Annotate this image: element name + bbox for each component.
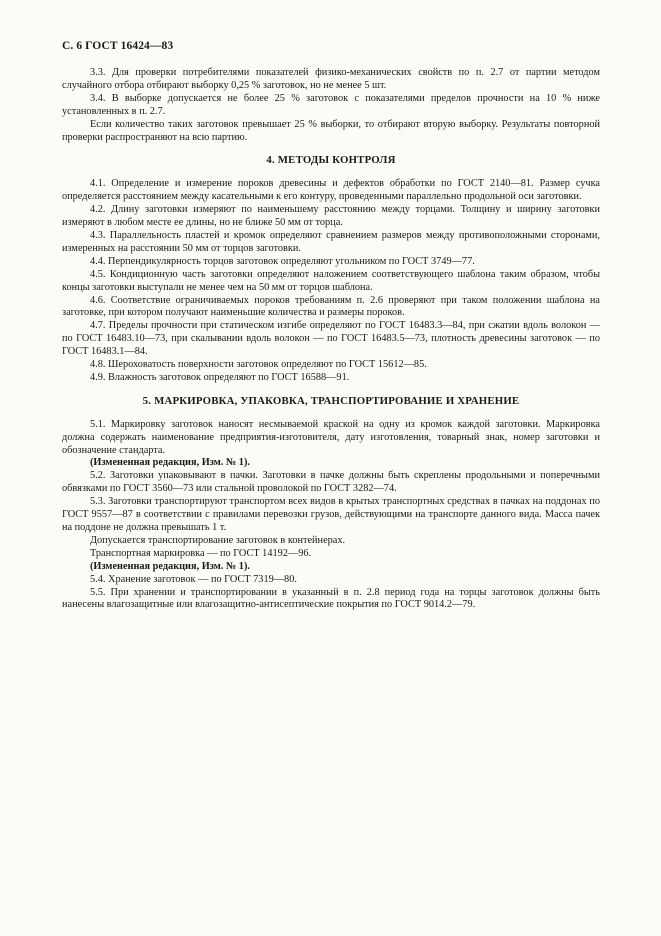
paragraph-p4-1: 4.1. Определение и измерение пороков древесины и дефектов обработки по ГОСТ 2140—81. Размер сучка определяется расстоянием между касательными к его контуру, проведенными параллельно продольной оси заготовки.	[62, 178, 600, 203]
paragraph-p4-6: 4.6. Соответствие ограничиваемых пороков требованиям п. 2.6 проверяют при таком положении шаблона на заготовке, при котором получают наименьшие количества и размеры пороков.	[62, 294, 600, 319]
paragraph-p5-3-ed: (Измененная редакция, Изм. № 1).	[90, 560, 250, 572]
paragraph-p5-5: 5.5. При хранении и транспортировании в указанный в п. 2.8 период года на торцы заготовок должны быть нанесены влагозащитные или влагозащитно-антисептические покрытия по ГОСТ 9014.2—79.	[62, 586, 600, 611]
section-4-heading: 4. МЕТОДЫ КОНТРОЛЯ	[266, 154, 396, 167]
paragraph-p4-2: 4.2. Длину заготовки измеряют по наименьшему расстоянию между торцами. Толщину и ширину заготовки измеряют в любом месте ее длины, но не ближе 50 мм от торца.	[62, 204, 600, 229]
page-header: С. 6 ГОСТ 16424—83	[62, 40, 174, 52]
paragraph-p5-4: 5.4. Хранение заготовок — по ГОСТ 7319—80.	[90, 573, 297, 585]
paragraph-p4-8: 4.8. Шероховатость поверхности заготовок определяют по ГОСТ 15612—85.	[90, 359, 427, 371]
section-5-heading: 5. МАРКИРОВКА, УПАКОВКА, ТРАНСПОРТИРОВАНИЕ И ХРАНЕНИЕ	[142, 394, 520, 407]
document-body	[62, 67, 600, 612]
paragraph-p4-5: 4.5. Кондиционную часть заготовки определяют наложением соответствующего шаблона таким образом, чтобы концы заготовки выступали не менее чем на 50 мм от торцов шаблона.	[62, 268, 600, 293]
section-5-body	[62, 419, 600, 613]
paragraph-p3-4b: Если количество таких заготовок превышает 25 % выборки, то отбирают вторую выборку. Результаты повторной проверки распространяют на всю партию.	[62, 118, 600, 143]
paragraph-p4-4: 4.4. Перпендикулярность торцов заготовок определяют угольником по ГОСТ 3749—77.	[90, 255, 475, 267]
section-4-body	[62, 178, 600, 385]
paragraph-p5-3b: Допускается транспортирование заготовок в контейнерах.	[90, 534, 346, 546]
paragraph-p5-3c: Транспортная маркировка — по ГОСТ 14192—96.	[90, 547, 312, 559]
section-3-continuation	[62, 67, 600, 144]
paragraph-p5-3: 5.3. Заготовки транспортируют транспортом всех видов в крытых транспортных средствах в пачках на поддонах по ГОСТ 9557—87 в соответствии с правилами перевозки грузов, действующими на транспорте данного вида. Масса пачек на поддоне не должна превышать 1 т.	[62, 496, 600, 533]
paragraph-p3-3: 3.3. Для проверки потребителями показателей физико-механических свойств по п. 2.7 от партии методом случайного отбора отбирают выборку 0,25 % заготовок, но не менее 5 шт.	[62, 67, 600, 91]
paragraph-p5-1: 5.1. Маркировку заготовок наносят несмываемой краской на одну из кромок каждой заготовки. Маркировка должна содержать наименование предприятия-изготовителя, дату изготовления, товарный знак, номер заготовки и обозначение стандарта.	[62, 418, 600, 456]
paragraph-p4-3: 4.3. Параллельность пластей и кромок определяют сравнением размеров между противоположными сторонами, измеренных на расстоянии 50 мм от торцов заготовки.	[62, 229, 600, 254]
paragraph-p4-9: 4.9. Влажность заготовок определяют по ГОСТ 16588—91.	[90, 371, 350, 383]
paragraph-p5-2: 5.2. Заготовки упаковывают в пачки. Заготовки в пачке должны быть скреплены продольными и поперечными обвязками по ГОСТ 3560—73 или стальной проволокой по ГОСТ 3282—74.	[62, 470, 600, 495]
paragraph-p4-7: 4.7. Пределы прочности при статическом изгибе определяют по ГОСТ 16483.3—84, при сжатии вдоль волокон — по ГОСТ 16483.10—73, при скалывании вдоль волокон — по ГОСТ 16483.5—73, плотность древесины заготовок — по ГОСТ 16483.1—84.	[62, 320, 600, 358]
paragraph-p3-4: 3.4. В выборке допускается не более 25 % заготовок с показателями пределов прочности на 10 % ниже установленных в п. 2.7.	[62, 92, 600, 117]
paragraph-p5-1-ed: (Измененная редакция, Изм. № 1).	[90, 457, 250, 469]
